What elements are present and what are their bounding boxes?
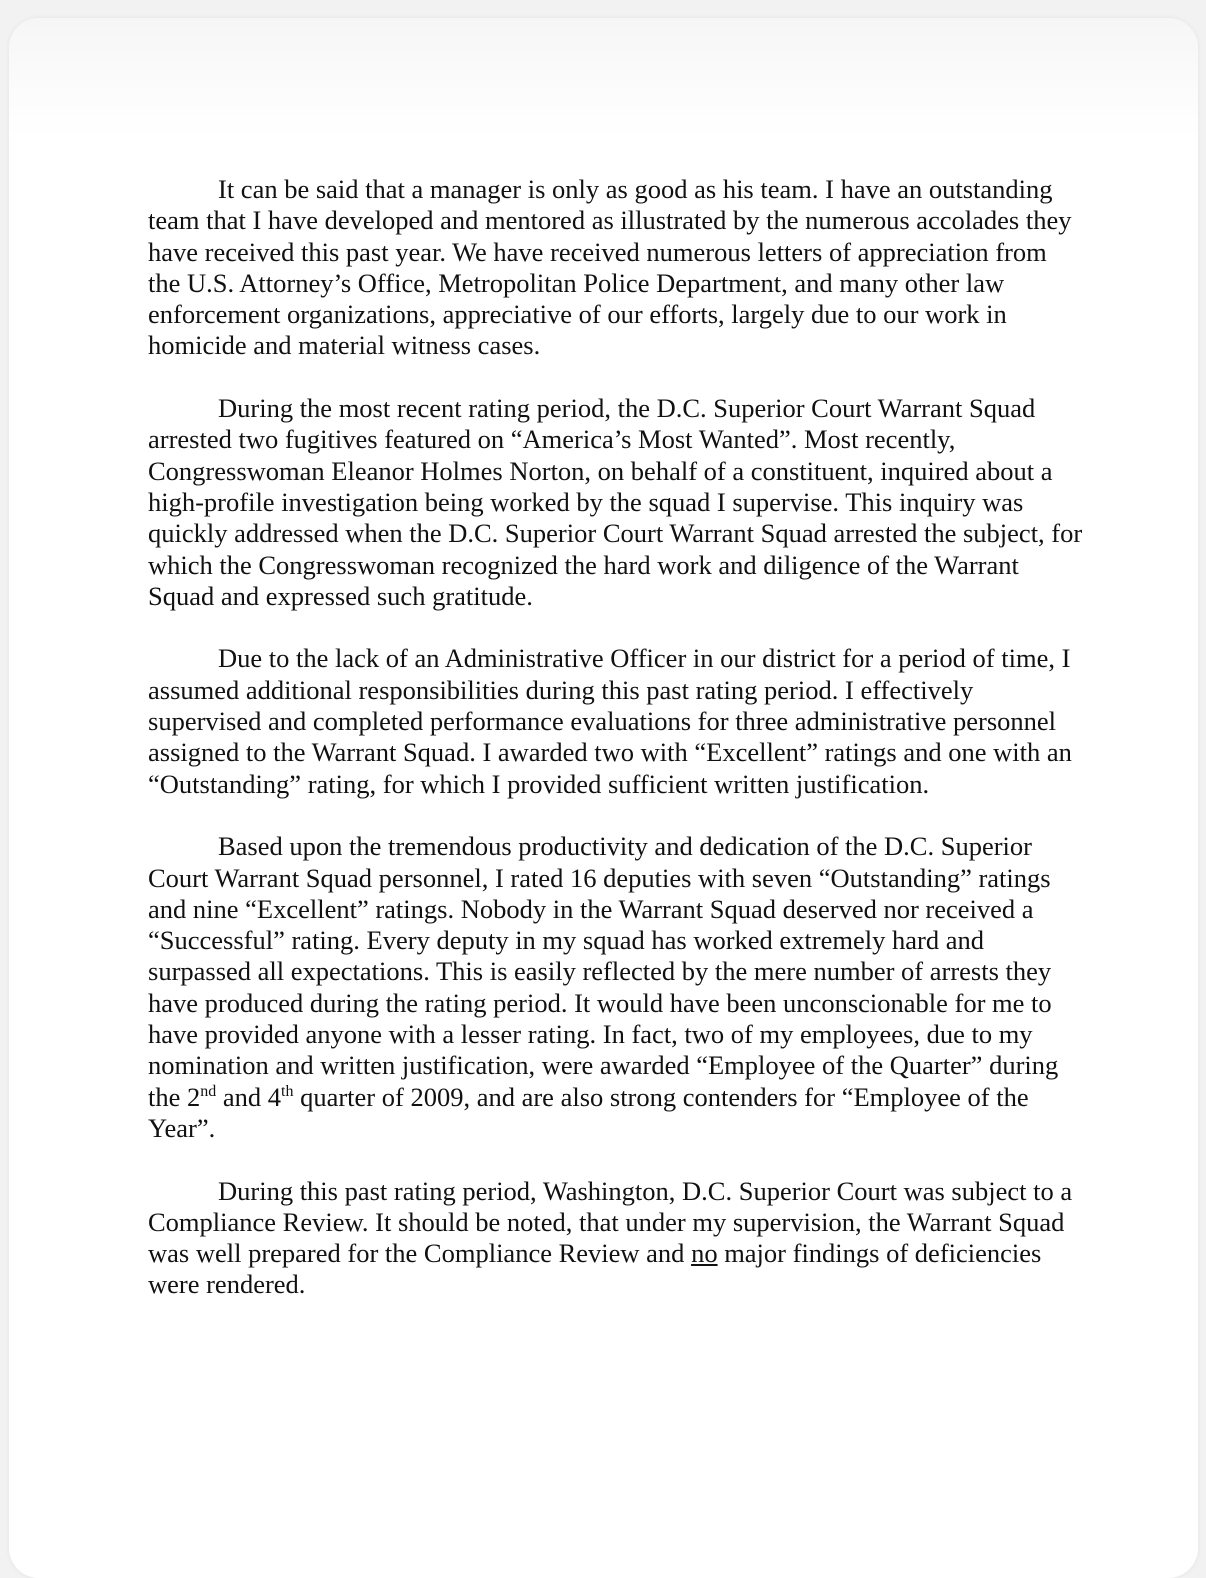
text-line: arrested two fugitives featured on “America’s Most Wanted”. Most recently, bbox=[148, 424, 956, 455]
text-line: homicide and material witness cases. bbox=[148, 330, 541, 361]
text-line: which the Congresswoman recognized the hard work and diligence of the Warrant bbox=[148, 549, 1019, 580]
text-fragment: was well prepared for the Compliance Review and bbox=[148, 1238, 692, 1269]
text-line: assigned to the Warrant Squad. I awarded two with “Excellent” ratings and one with an bbox=[148, 737, 1072, 768]
text-line: enforcement organizations, appreciative of our efforts, largely due to our work in bbox=[148, 299, 1007, 330]
text-line: surpassed all expectations. This is easily reflected by the mere number of arrests they bbox=[148, 956, 1052, 987]
document-body bbox=[148, 174, 1128, 1332]
text-line: Based upon the tremendous productivity and dedication of the D.C. Superior bbox=[218, 831, 1032, 862]
paragraph-arrests bbox=[148, 393, 1128, 612]
text-line: and nine “Excellent” ratings. Nobody in the Warrant Squad deserved nor received a bbox=[148, 893, 1034, 924]
text-line: Squad and expressed such gratitude. bbox=[148, 580, 533, 611]
paragraph-ratings bbox=[148, 831, 1128, 1144]
text-fragment: quarter of 2009, and are also strong contenders for “Employee of the bbox=[293, 1081, 1029, 1112]
text-line: the U.S. Attorney’s Office, Metropolitan Police Department, and many other law bbox=[148, 267, 1005, 298]
text-line: “Successful” rating. Every deputy in my squad has worked extremely hard and bbox=[148, 925, 984, 956]
text-line: Year”. bbox=[148, 1112, 216, 1143]
text-line: It can be said that a manager is only as good as his team. I have an outstanding bbox=[218, 174, 1053, 204]
text-line: During the most recent rating period, the D.C. Superior Court Warrant Squad bbox=[218, 393, 1036, 424]
ordinal-suffix: nd bbox=[200, 1082, 217, 1100]
text-line: quickly addressed when the D.C. Superior Court Warrant Squad arrested the subject, for bbox=[148, 518, 1083, 549]
text-line: Congresswoman Eleanor Holmes Norton, on behalf of a constituent, inquired about a bbox=[148, 455, 1053, 486]
text-line: Compliance Review. It should be noted, that under my supervision, the Warrant Squad bbox=[148, 1206, 1065, 1237]
text-line: have produced during the rating period. It would have been unconscionable for me to bbox=[148, 987, 1052, 1018]
text-line: team that I have developed and mentored as illustrated by the numerous accolades they bbox=[148, 205, 1072, 236]
text-line: supervised and completed performance evaluations for three administrative personnel bbox=[148, 706, 1057, 737]
text-line-with-underline bbox=[148, 1238, 1128, 1269]
paragraph-compliance bbox=[148, 1176, 1128, 1301]
text-line: “Outstanding” rating, for which I provided sufficient written justification. bbox=[148, 768, 930, 799]
text-line: nomination and written justification, were awarded “Employee of the Quarter” during bbox=[148, 1050, 1059, 1081]
text-line: have provided anyone with a lesser rating. In fact, two of my employees, due to my bbox=[148, 1019, 1033, 1050]
document-page bbox=[9, 18, 1198, 1578]
text-line: were rendered. bbox=[148, 1269, 306, 1300]
text-line-with-superscripts bbox=[148, 1082, 1128, 1113]
text-fragment: the 2 bbox=[148, 1081, 201, 1112]
ordinal-suffix: th bbox=[281, 1082, 294, 1100]
text-line: During this past rating period, Washington, D.C. Superior Court was subject to a bbox=[218, 1175, 1073, 1206]
text-line: Court Warrant Squad personnel, I rated 16 deputies with seven “Outstanding” ratings bbox=[148, 862, 1051, 893]
paragraph-team bbox=[148, 174, 1128, 362]
text-fragment: major findings of deficiencies bbox=[717, 1238, 1042, 1269]
text-line: assumed additional responsibilities during this past rating period. I effectively bbox=[148, 674, 974, 705]
text-line: have received this past year. We have received numerous letters of appreciation from bbox=[148, 236, 1047, 267]
underlined-word: no bbox=[691, 1238, 718, 1269]
text-fragment: and 4 bbox=[216, 1081, 282, 1112]
text-line: Due to the lack of an Administrative Officer in our district for a period of time, I bbox=[218, 643, 1071, 674]
paragraph-admin bbox=[148, 643, 1128, 799]
text-line: high-profile investigation being worked by the squad I supervise. This inquiry was bbox=[148, 486, 1024, 517]
